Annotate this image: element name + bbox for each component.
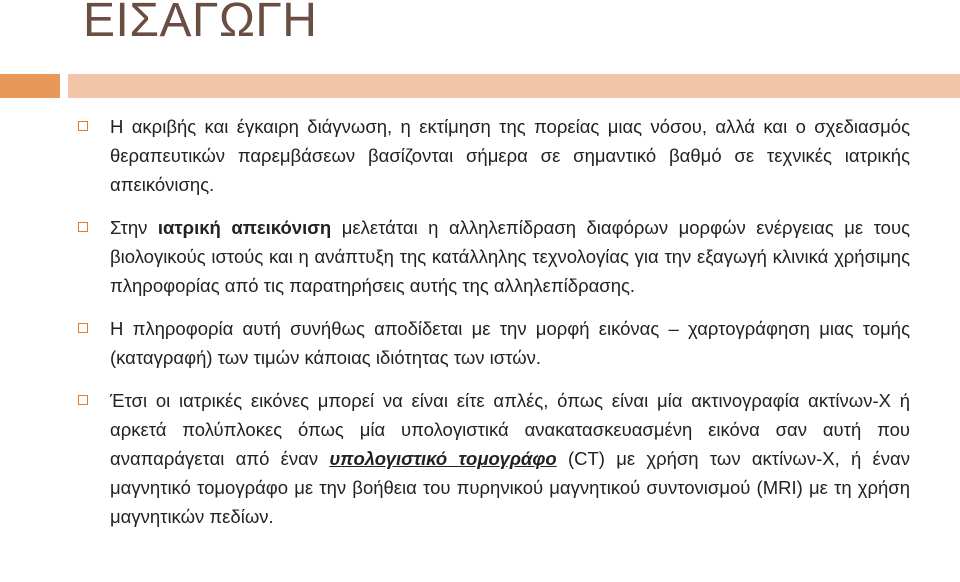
bullet-item-image-types (78, 386, 910, 531)
square-bullet-icon (78, 395, 88, 405)
bullet-item-medical-imaging (78, 213, 910, 300)
slide-title: ΕΙΣΑΓΩΓΗ (83, 0, 318, 47)
bullet-item-diagnosis (78, 112, 910, 199)
bullet-text-tail: μελετάται η αλληλεπίδραση διαφόρων μορφών ενέργειας με τους βιολογικούς ιστούς και η ανάπτυξη της κατάλληλης τεχνολογίας για την εξαγωγή κλινικά χρήσιμης πληροφορίας από τις παρατηρήσεις αυτής της αλληλεπίδρασης. (110, 217, 910, 296)
title-accent-block (0, 74, 60, 98)
title-accent-bar (68, 74, 960, 98)
bullet-text-tail: (CT) με χρήση των ακτίνων-Χ, ή έναν μαγνητικό τομογράφο με την βοήθεια του πυρηνικού μαγνητικού συντονισμού (MRI) με τη χρήση μαγνητικών πεδίων. (110, 448, 910, 527)
square-bullet-icon (78, 323, 88, 333)
bullet-item-image-information (78, 314, 910, 372)
square-bullet-icon (78, 222, 88, 232)
bold-term-ct-scanner: υπολογιστικό τομογράφο (329, 448, 557, 469)
square-bullet-icon (78, 121, 88, 131)
bullet-text: Η πληροφορία αυτή συνήθως αποδίδεται με την μορφή εικόνας – χαρτογράφηση μιας τομής (καταγραφή) των τιμών κάποιας ιδιότητας των ιστών. (110, 318, 910, 368)
bold-term-medical-imaging: ιατρική απεικόνιση (157, 217, 332, 238)
bullet-text-lead: Στην (110, 217, 158, 238)
bullet-text: Η ακριβής και έγκαιρη διάγνωση, η εκτίμηση της πορείας μιας νόσου, αλλά και ο σχεδιασμός θεραπευτικών παρεμβάσεων βασίζονται σήμερα σε σημαντικό βαθμό σε τεχνικές ιατρικής απεικόνισης. (110, 116, 910, 195)
bullet-list (78, 112, 910, 545)
bullet-text-lead: Έτσι οι ιατρικές εικόνες μπορεί να είναι είτε απλές, όπως είναι μία ακτινογραφία ακτίνων-Χ ή αρκετά πολύπλοκες όπως μία υπολογιστικά ανακατασκευασμένη εικόνα σαν αυτή που αναπαράγεται από έναν (110, 390, 910, 469)
